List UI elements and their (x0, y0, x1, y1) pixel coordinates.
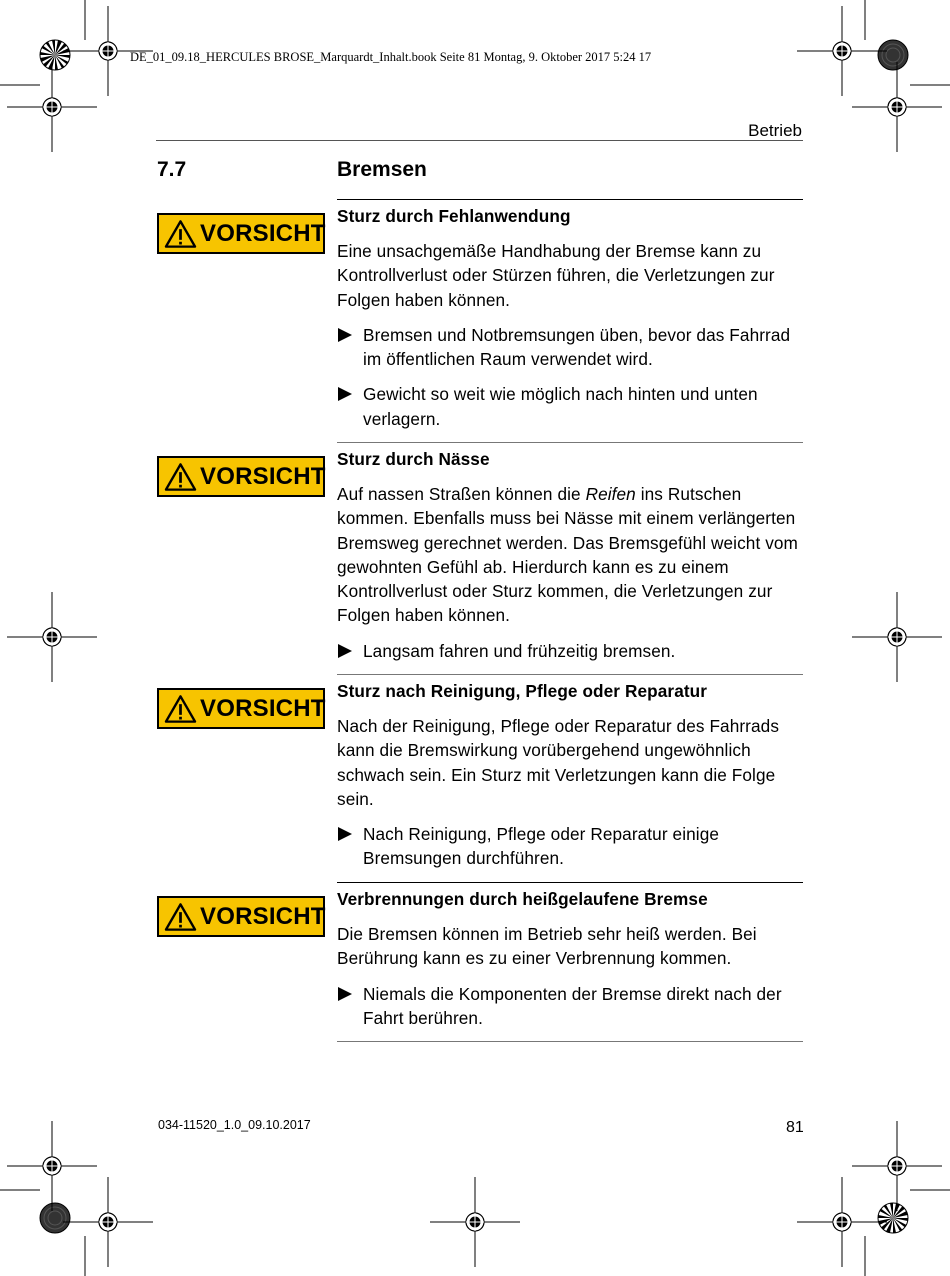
step-text: Bremsen und Notbremsungen üben, bevor das Fahrrad im öffentlichen Raum verwendet wird. (363, 324, 791, 370)
instruction-step (337, 822, 807, 871)
instruction-step (337, 982, 807, 1031)
step-text: Nach Reinigung, Pflege oder Reparatur einige Bremsungen durchführen. (363, 824, 720, 869)
caution-badge (157, 896, 325, 937)
caution-label: VORSICHT (200, 902, 326, 930)
warning-description: Eine unsachgemäße Handhabung der Bremse kann zu Kontrollverlust oder Stürzen führen, die Verletzungen zur Folgen haben können. (337, 241, 775, 310)
warning-triangle-icon (164, 902, 197, 932)
warning-triangle-icon (164, 694, 197, 724)
print-file-info: DE_01_09.18_HERCULES BROSE_Marquardt_Inhalt.book Seite 81 Montag, 9. Oktober 2017 5:24 17 (130, 50, 652, 64)
warning-description: Die Bremsen können im Betrieb sehr heiß werden. Bei Berührung kann es zu einer Verbrennung kommen. (337, 924, 757, 969)
section-number: 7.7 (157, 158, 187, 181)
section-title: Bremsen (337, 158, 427, 181)
arrow-right-icon (338, 328, 352, 342)
warning-description (337, 482, 807, 628)
page-number: 81 (786, 1119, 804, 1136)
warning-title: Sturz durch Nässe (337, 449, 490, 469)
arrow-right-icon (338, 644, 352, 658)
step-text: Gewicht so weit wie möglich nach hinten und unten verlagern. (363, 384, 758, 429)
description-text: Auf nassen Straßen können die (337, 484, 586, 504)
warning-divider (337, 674, 803, 675)
section-end-divider (337, 1041, 803, 1042)
warning-block (337, 204, 807, 442)
caution-badge (157, 213, 325, 254)
caution-badge (157, 688, 325, 729)
section-divider (337, 199, 803, 200)
warning-divider (337, 442, 803, 443)
caution-label: VORSICHT (200, 462, 326, 490)
arrow-right-icon (338, 387, 352, 401)
warning-triangle-icon (164, 462, 197, 492)
warning-title: Sturz nach Reinigung, Pflege oder Reparatur (337, 681, 708, 701)
warning-block (337, 887, 807, 1041)
warning-divider (337, 882, 803, 883)
warning-block (337, 679, 807, 882)
instruction-step (337, 639, 807, 663)
caution-label: VORSICHT (200, 219, 326, 247)
header-divider (156, 140, 803, 141)
warning-triangle-icon (164, 219, 197, 249)
caution-badge (157, 456, 325, 497)
document-id: 034-11520_1.0_09.10.2017 (158, 1118, 311, 1132)
instruction-step (337, 382, 807, 431)
warning-block (337, 447, 807, 674)
running-head: Betrieb (748, 121, 802, 140)
warning-description: Nach der Reinigung, Pflege oder Reparatur des Fahrrads kann die Bremswirkung vorübergehend ungewöhnlich schwach sein. Ein Sturz mit Verletzungen kann die Folge sein. (337, 716, 780, 809)
instruction-step (337, 323, 807, 372)
emphasis-text: Reifen (585, 484, 636, 504)
step-text: Niemals die Komponenten der Bremse direkt nach der Fahrt berühren. (363, 983, 782, 1028)
arrow-right-icon (338, 827, 352, 841)
warning-title: Verbrennungen durch heißgelaufene Bremse (337, 889, 708, 909)
arrow-right-icon (338, 987, 352, 1001)
description-text: ins Rutschen kommen. Ebenfalls muss bei Nässe mit einem verlängerten Bremsweg gerechnet werden. Das Bremsgefühl weicht vom gewohnten Gefühl ab. Hierdurch kann es zu einem Kontrollverlust oder Sturz kommen, die Verletzungen zur Folgen haben können. (337, 484, 798, 626)
caution-label: VORSICHT (200, 694, 326, 722)
warning-title: Sturz durch Fehlanwendung (337, 206, 571, 226)
step-text: Langsam fahren und frühzeitig bremsen. (363, 640, 676, 661)
